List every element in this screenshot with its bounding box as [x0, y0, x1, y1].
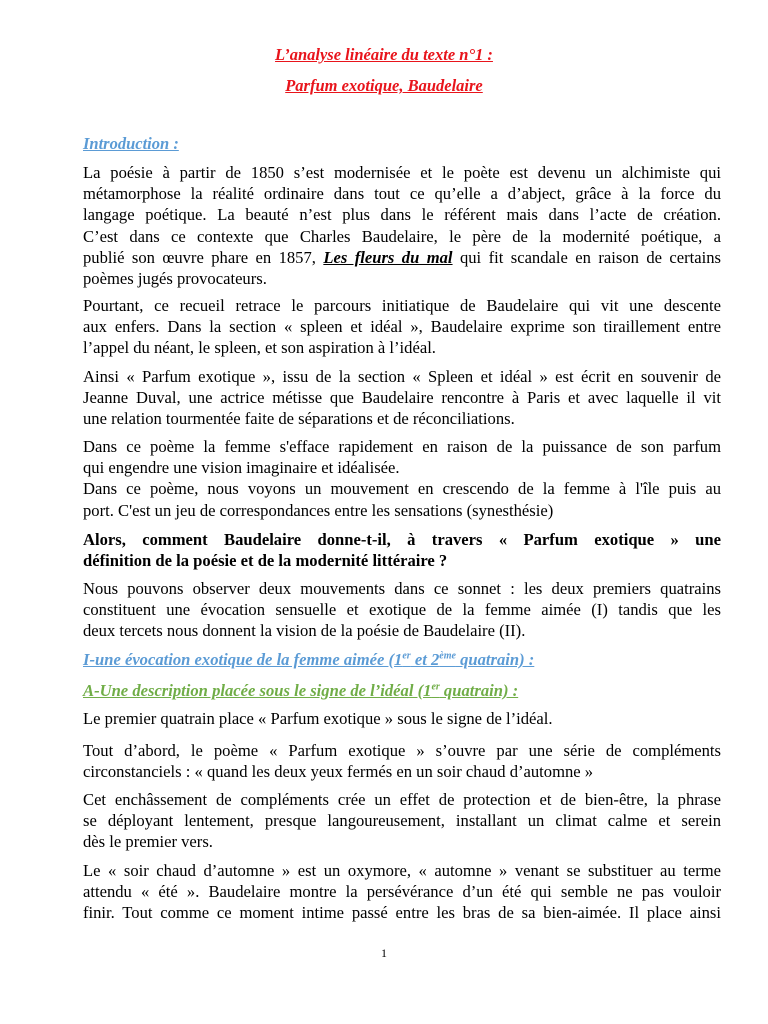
text-line: Nous pouvons observer deux mouvements dans ce sonnet : les deux premiers quatrains: [83, 579, 721, 598]
text-line: dès le premier vers.: [83, 832, 213, 852]
plan-paragraph: [83, 578, 721, 642]
text-line: deux tercets nous donnent la vision de la poésie de Baudelaire (II).: [83, 621, 526, 641]
intro-heading: Introduction :: [83, 134, 179, 153]
text-line: attendu « été ». Baudelaire montre la persévérance d’un été qui semble ne pas vouloir: [83, 882, 721, 902]
text-line: Le premier quatrain place « Parfum exotique » sous le signe de l’idéal.: [83, 709, 553, 728]
text-line: définition de la poésie et de la modernité littéraire ?: [83, 551, 448, 571]
text-segment: I-une évocation exotique de la femme aimée (1: [83, 650, 403, 669]
page-number: 1: [381, 946, 387, 960]
text-segment: quatrain) :: [455, 650, 535, 669]
text-line: constituent une évocation sensuelle et exotique de la femme aimée (I) tandis que les: [83, 600, 721, 620]
text-line: finir. Tout comme ce moment intime passé entre les bras de sa bien-aimée. Il place ainsi: [83, 903, 721, 923]
text-line: [83, 247, 721, 268]
text-line: Alors, comment Baudelaire donne-t-il, à travers « Parfum exotique » une: [83, 530, 721, 549]
intro-paragraph-3: [83, 366, 721, 430]
text-segment: quatrain) :: [439, 681, 519, 700]
superscript: er: [431, 681, 440, 693]
paragraph-7: [83, 740, 721, 782]
text-line: poèmes jugés provocateurs.: [83, 269, 267, 289]
text-line: C’est dans ce contexte que Charles Baudelaire, le père de la modernité poétique, a: [83, 226, 721, 246]
paragraph-6: [83, 708, 721, 729]
document-title: L’analyse linéaire du texte n°1 :: [275, 45, 493, 64]
text-line: Jeanne Duval, une actrice métisse que Baudelaire rencontre à Paris et avec laquelle il vit: [83, 388, 721, 408]
intro-paragraph-1: [83, 162, 721, 289]
paragraph-8: [83, 789, 721, 853]
text-line: se déployant lentement, presque langoureusement, installant un climat calme et serein: [83, 811, 721, 831]
text-line: Tout d’abord, le poème « Parfum exotique » s’ouvre par une série de compléments: [83, 741, 721, 760]
text-line: Dans ce poème, nous voyons un mouvement en crescendo de la femme à l'île puis au: [83, 479, 721, 499]
text-line: l’appel du néant, le spleen, et son aspiration à l’idéal.: [83, 338, 436, 358]
text-line: Pourtant, ce recueil retrace le parcours initiatique de Baudelaire qui vit une descente: [83, 296, 721, 315]
paragraph-9: [83, 860, 721, 924]
text-line: Ainsi « Parfum exotique », issu de la section « Spleen et idéal » est écrit en souvenir de: [83, 367, 721, 386]
text-segment: A-Une description placée sous le signe de l’idéal (1: [83, 681, 432, 700]
problematic-question: [83, 529, 721, 571]
text-segment: et 2: [410, 650, 440, 669]
text-segment: publié son œuvre phare en 1857,: [83, 247, 324, 267]
text-line: La poésie à partir de 1850 s’est modernisée et le poète est devenu un alchimiste qui: [83, 163, 721, 182]
intro-paragraph-2: [83, 295, 721, 359]
document-subtitle: Parfum exotique, Baudelaire: [285, 76, 483, 95]
book-title: Les fleurs du mal: [323, 247, 453, 267]
text-segment: qui fit scandale en raison de certains: [452, 247, 722, 267]
text-line: circonstanciels : « quand les deux yeux fermés en un soir chaud d’automne »: [83, 762, 594, 782]
intro-paragraph-4: [83, 436, 721, 521]
text-line: Dans ce poème la femme s'efface rapidement en raison de la puissance de son parfum: [83, 437, 721, 456]
text-line: métamorphose la réalité ordinaire dans tout ce qu’elle a d’abject, grâce à la force du: [83, 184, 721, 204]
superscript: er: [402, 650, 411, 662]
section-heading-1: [83, 650, 534, 670]
subsection-heading-a: [83, 681, 518, 701]
text-line: port. C'est un jeu de correspondances entre les sensations (synesthésie): [83, 500, 554, 520]
text-line: Cet enchâssement de compléments crée un effet de protection et de bien-être, la phrase: [83, 790, 721, 809]
text-line: Le « soir chaud d’automne » est un oxymore, « automne » venant se substituer au terme: [83, 861, 721, 880]
text-line: aux enfers. Dans la section « spleen et idéal », Baudelaire exprime son tiraillement entre: [83, 317, 721, 337]
superscript: ème: [439, 650, 456, 662]
text-line: langage poétique. La beauté n’est plus dans le référent mais dans l’acte de création.: [83, 205, 721, 225]
text-line: qui engendre une vision imaginaire et idéalisée.: [83, 458, 400, 478]
text-line: une relation tourmentée faite de séparations et de réconciliations.: [83, 409, 515, 429]
